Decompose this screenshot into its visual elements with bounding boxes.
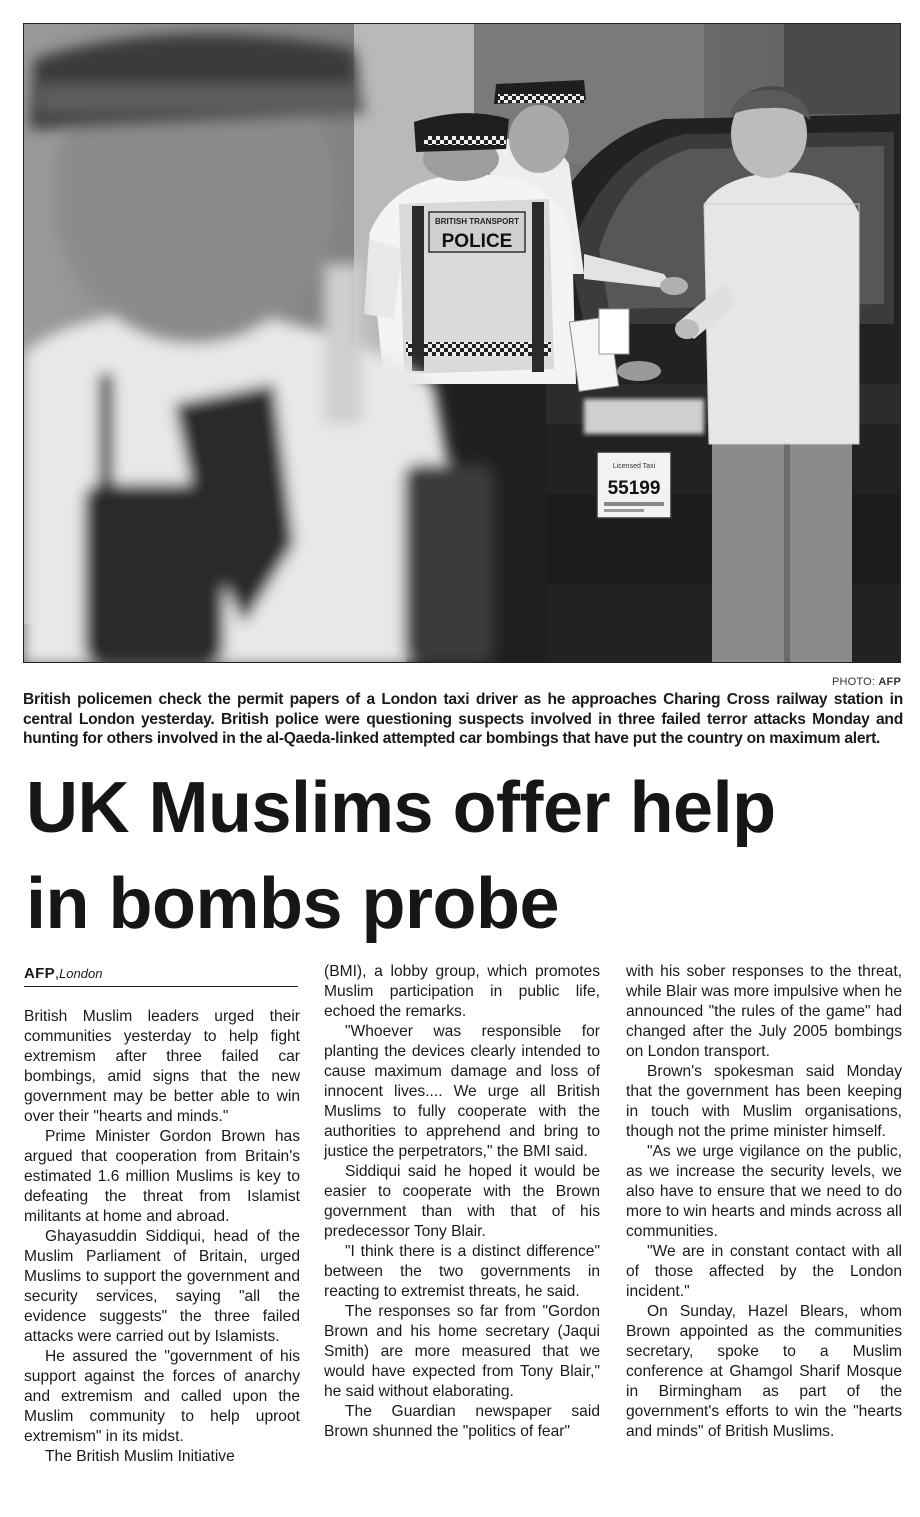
- plate-small-text: Licensed Taxi: [612, 463, 656, 470]
- paragraph: "We are in constant contact with all of those affected by the London incident.": [626, 1243, 902, 1300]
- article-column-1: [24, 964, 300, 1467]
- paragraph: (BMI), a lobby group, which promotes Muslim participation in public life, echoed the remarks.: [324, 963, 600, 1020]
- paragraph: British Muslim leaders urged their communities yesterday to help fight extremism after three failed car bombings, amid signs that the new government may be better able to win over their "hearts and minds.": [24, 1008, 300, 1125]
- photo-caption: British policemen check the permit papers of a London taxi driver as he approaches Charing Cross railway station in central London yesterday. British police were questioning suspects involved in three failed terror attacks Monday and hunting for others involved in the al-Qaeda-linked attempted car bombings that have put the country on maximum alert.: [23, 691, 903, 747]
- byline-separator: ,: [54, 965, 60, 982]
- paragraph: "Whoever was responsible for planting the devices clearly intended to cause maximum damage and loss of innocent lives.... We urge all British Muslims to fully cooperate with the authorities to apprehend and bring to justice the perpetrators," the BMI said.: [324, 1023, 600, 1160]
- plate-number: 55199: [607, 478, 661, 499]
- photo-credit: [832, 676, 901, 688]
- vest-top-text: BRITISH TRANSPORT: [435, 217, 519, 226]
- paragraph: Ghayasuddin Siddiqui, head of the Muslim Parliament of Britain, urged Muslims to support the government and security services, saying "all the evidence suggests" the three failed attacks were carried out by Islamists.: [24, 1228, 300, 1345]
- paragraph: "I think there is a distinct difference" between the two governments in reacting to extremist threats, he said.: [324, 1243, 600, 1300]
- byline-city: London: [59, 966, 103, 981]
- paragraph: Prime Minister Gordon Brown has argued that cooperation from Britain's estimated 1.6 million Muslims is key to defeating the threat from Islamist militants at home and abroad.: [24, 1128, 300, 1225]
- article-column-3: [626, 962, 902, 1442]
- taxi-license-plate: [597, 452, 671, 518]
- vest-police-text: POLICE: [441, 231, 513, 252]
- paragraph: with his sober responses to the threat, while Blair was more impulsive when he announced "the rules of the game" had changed after the July 2005 bombings on London transport.: [626, 963, 902, 1060]
- photo-credit-source: AFP: [878, 676, 901, 688]
- paragraph: He assured the "government of his support against the forces of anarchy and extremism and called upon the Muslim community to help uproot extremism" in its midst.: [24, 1348, 300, 1445]
- headline-line-2: in bombs probe: [26, 864, 559, 944]
- paragraph: The Guardian newspaper said Brown shunned the "politics of fear": [324, 1403, 600, 1440]
- news-photo: [23, 23, 901, 663]
- paragraph: Brown's spokesman said Monday that the government has been keeping in touch with Muslim organisations, though not the prime minister himself.: [626, 1063, 902, 1140]
- paragraph: The British Muslim Initiative: [45, 1448, 235, 1465]
- paragraph: On Sunday, Hazel Blears, whom Brown appointed as the communities secretary, spoke to a Muslim conference at Ghamgol Sharif Mosque in Birmingham as part of the government's efforts to win the "hearts and minds" of British Muslims.: [626, 1303, 902, 1440]
- photo-credit-label: PHOTO:: [831, 676, 876, 688]
- byline: [24, 964, 298, 987]
- paragraph: Siddiqui said he hoped it would be easier to cooperate with the Brown government than with that of his predecessor Tony Blair.: [324, 1163, 600, 1240]
- article-column-2: [324, 962, 600, 1442]
- paragraph: "As we urge vigilance on the public, as we increase the security levels, we also have to ensure that we need to do more to win hearts and minds across all communities.: [626, 1143, 902, 1240]
- paragraph: The responses so far from "Gordon Brown and his home secretary (Jaqui Smith) are more measured that we would have expected from Tony Blair," he said without elaborating.: [324, 1303, 600, 1400]
- headline-line-1: UK Muslims offer help: [26, 768, 776, 848]
- byline-agency: AFP: [24, 965, 55, 982]
- headline: [26, 760, 906, 952]
